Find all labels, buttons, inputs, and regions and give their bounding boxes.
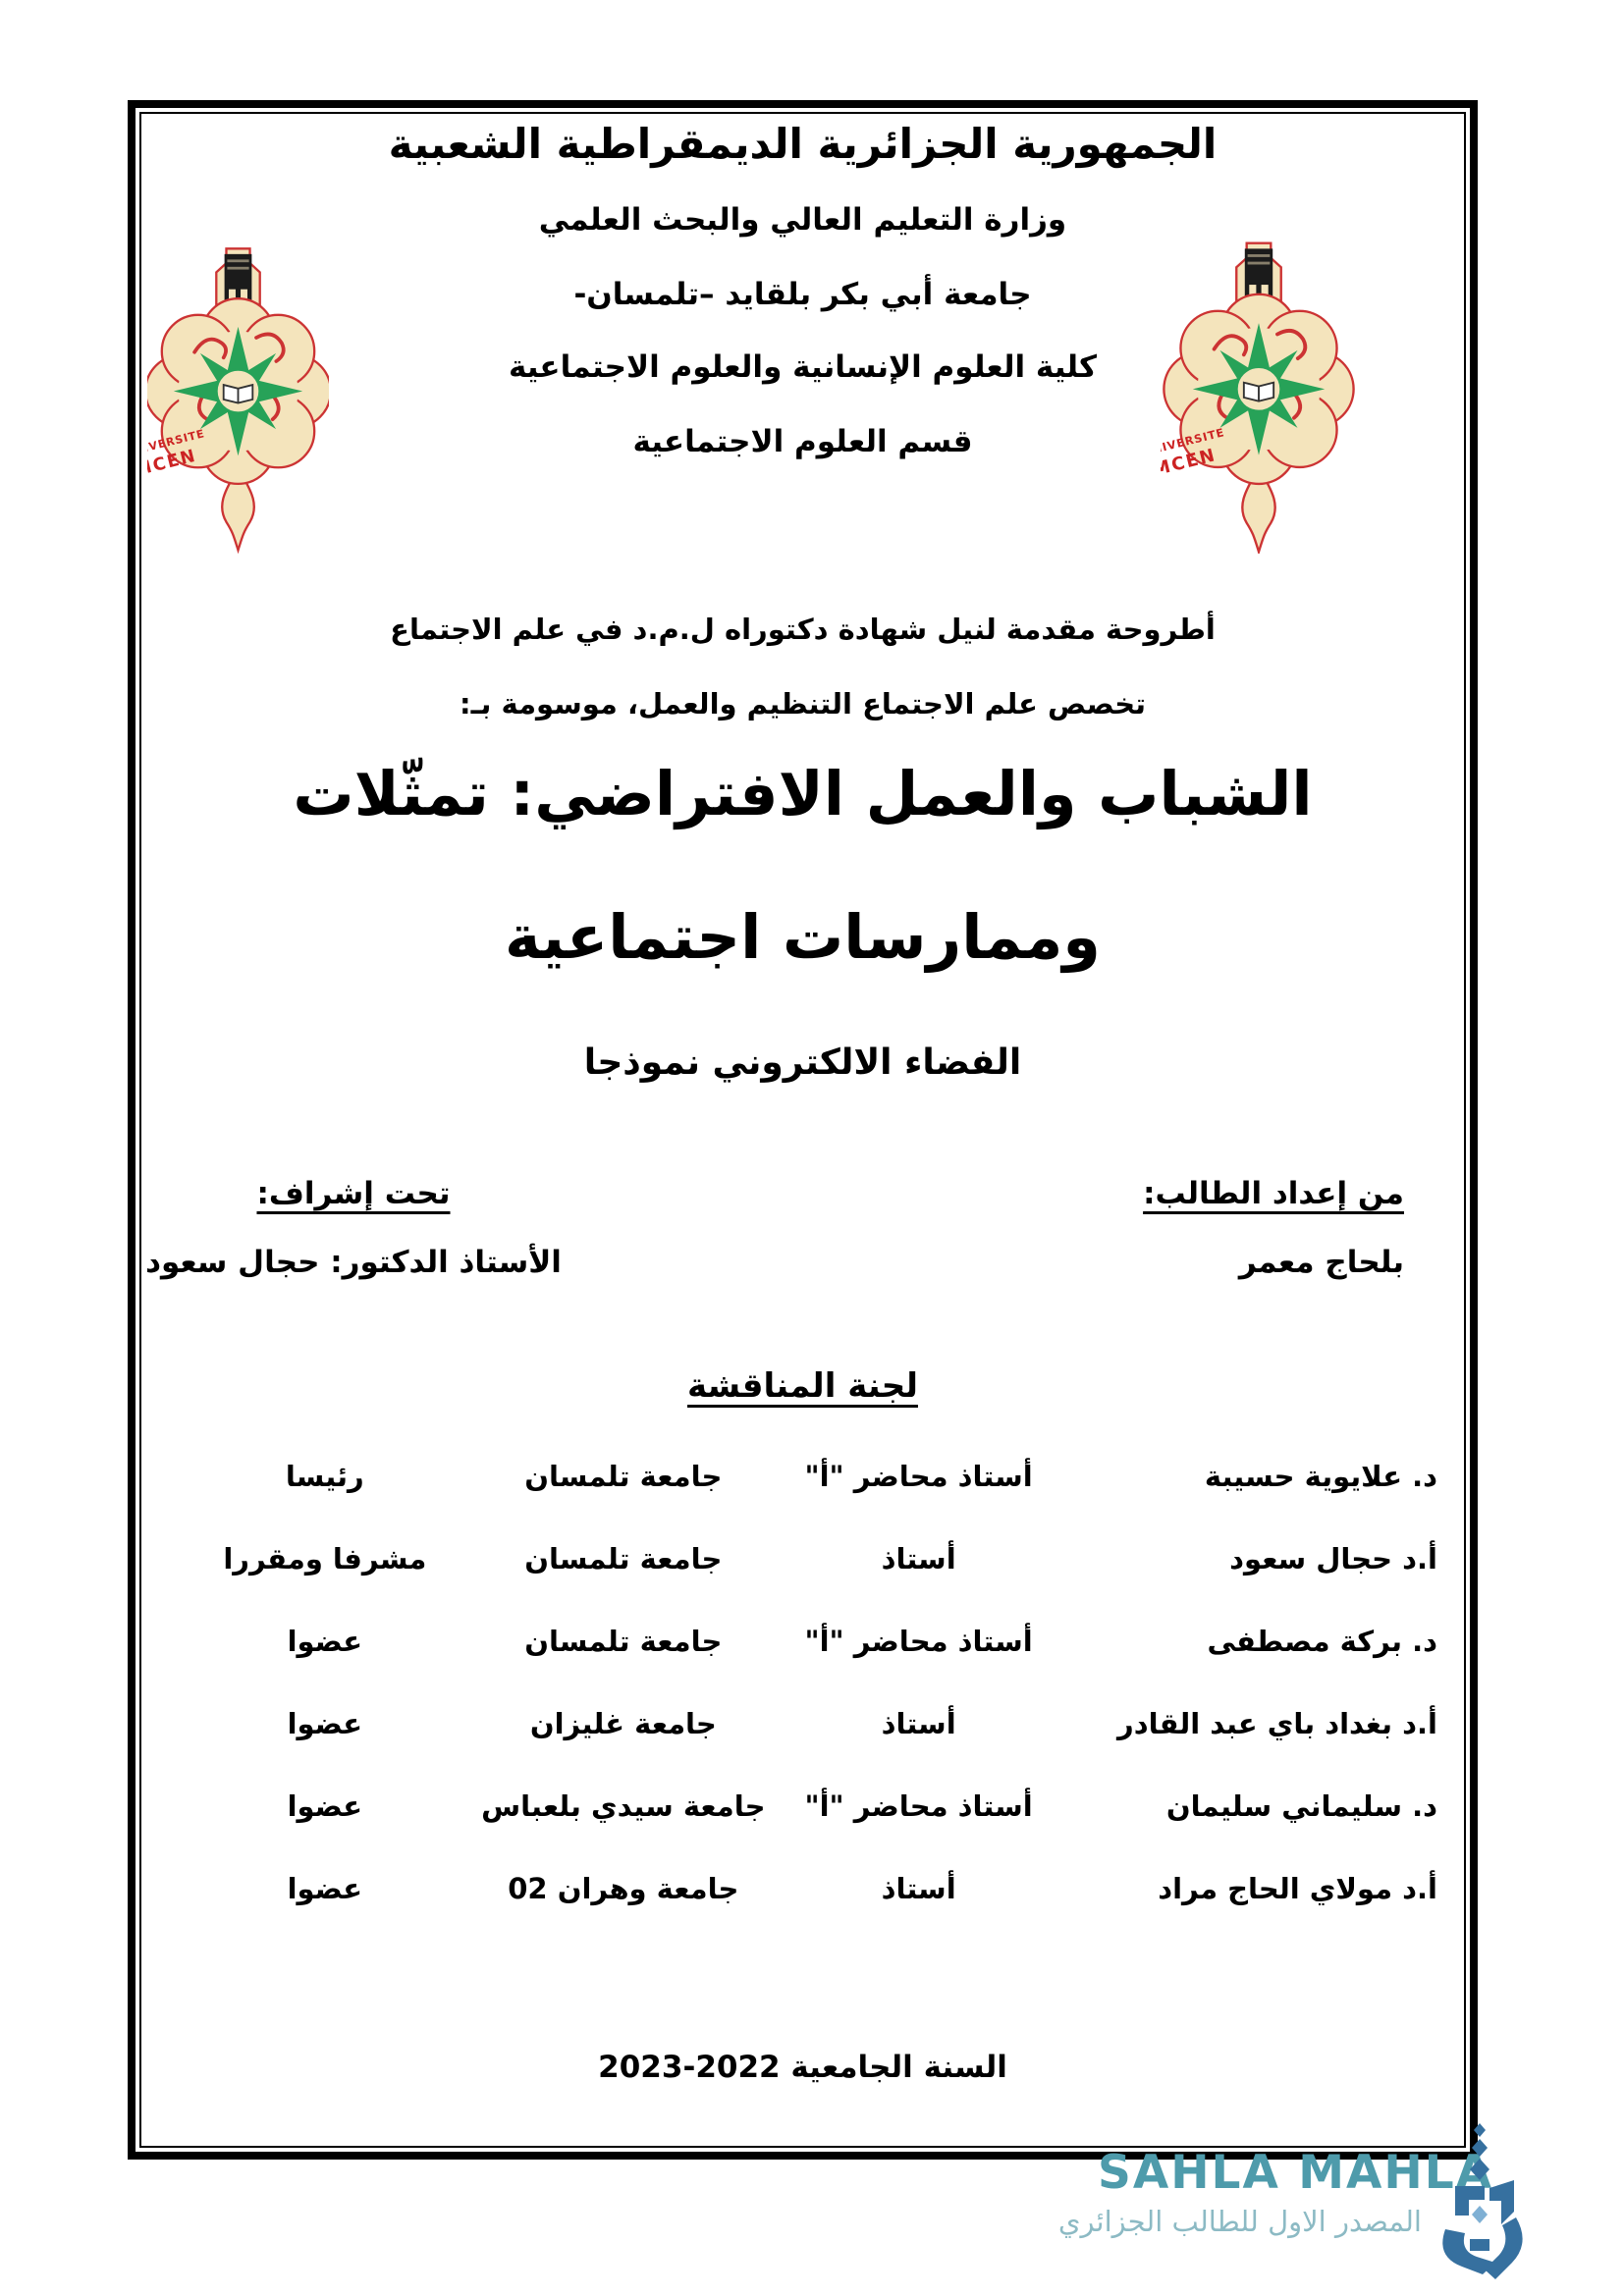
member-name: د. بركة مصطفى (1207, 1625, 1437, 1658)
member-university: جامعة سيدي بلعباس (481, 1789, 766, 1823)
committee-row (187, 1765, 1443, 1847)
thesis-title-line1: الشباب والعمل الافتراضي: تمثّلات (293, 758, 1313, 829)
university-emblem-left (147, 241, 329, 554)
member-name: د. سليماني سليمان (1165, 1789, 1437, 1823)
member-role: عضوا (287, 1789, 363, 1823)
academic-year: السنة الجامعية 2022-2023 (598, 2050, 1007, 2085)
watermark-tagline: المصدر الاول للطالب الجزائري (1057, 2205, 1422, 2238)
thesis-title-line2: وممارسات اجتماعية (505, 901, 1101, 973)
supervisor-name: الأستاذ الدكتور: حجال سعود (145, 1245, 562, 1280)
university-emblem-right (1161, 238, 1357, 554)
member-rank: أستاذ (881, 1542, 956, 1575)
thesis-subtitle: الفضاء الالكتروني نموذجا (583, 1042, 1022, 1083)
member-rank: أستاذ (881, 1872, 956, 1905)
republic-title: الجمهورية الجزائرية الديمقراطية الشعبية (388, 120, 1218, 168)
member-name: أ.د مولاي الحاج مراد (1158, 1872, 1437, 1905)
watermark-brand-text: SAHLA MAHLA (1098, 2146, 1494, 2200)
member-university: جامعة تلمسان (524, 1625, 723, 1658)
member-role: رئيسا (285, 1460, 364, 1493)
university-line: جامعة أبي بكر بلقايد –تلمسان- (573, 277, 1032, 312)
member-rank: أستاذ محاضر "أ" (804, 1460, 1033, 1493)
committee-row (187, 1518, 1443, 1600)
member-role: عضوا (287, 1707, 363, 1740)
committee-table (187, 1435, 1443, 1930)
ministry-line: وزارة التعليم العالي والبحث العلمي (538, 202, 1067, 238)
member-university: جامعة وهران 02 (508, 1872, 739, 1905)
member-university: جامعة تلمسان (524, 1542, 723, 1575)
member-name: أ.د بغداد باي عبد القادر (1117, 1707, 1437, 1740)
member-university: جامعة غليزان (529, 1707, 717, 1740)
committee-heading: لجنة المناقشة (687, 1366, 918, 1406)
student-label: من إعداد الطالب: (1143, 1176, 1404, 1211)
member-role: عضوا (287, 1625, 363, 1658)
member-rank: أستاذ محاضر "أ" (804, 1625, 1033, 1658)
committee-row (187, 1847, 1443, 1930)
faculty-line: كلية العلوم الإنسانية والعلوم الاجتماعية (508, 349, 1098, 385)
member-rank: أستاذ محاضر "أ" (804, 1789, 1033, 1823)
supervisor-label: تحت إشراف: (256, 1176, 451, 1211)
member-university: جامعة تلمسان (524, 1460, 723, 1493)
member-role: عضوا (287, 1872, 363, 1905)
thesis-intro-line2: تخصص علم الاجتماع التنظيم والعمل، موسومة بـ: (460, 687, 1146, 721)
committee-row (187, 1435, 1443, 1518)
member-role: مشرفا ومقررا (223, 1542, 427, 1575)
student-name: بلحاج معمر (1238, 1245, 1404, 1280)
member-name: د. علايوية حسيبة (1204, 1460, 1437, 1493)
committee-row (187, 1600, 1443, 1682)
member-name: أ.د حجال سعود (1229, 1542, 1437, 1575)
member-rank: أستاذ (881, 1707, 956, 1740)
committee-row (187, 1682, 1443, 1765)
thesis-intro-line1: أطروحة مقدمة لنيل شهادة دكتوراه ل.م.د في علم الاجتماع (390, 613, 1216, 646)
department-line: قسم العلوم الاجتماعية (632, 424, 973, 459)
watermark-logo-icon (1426, 2118, 1534, 2291)
